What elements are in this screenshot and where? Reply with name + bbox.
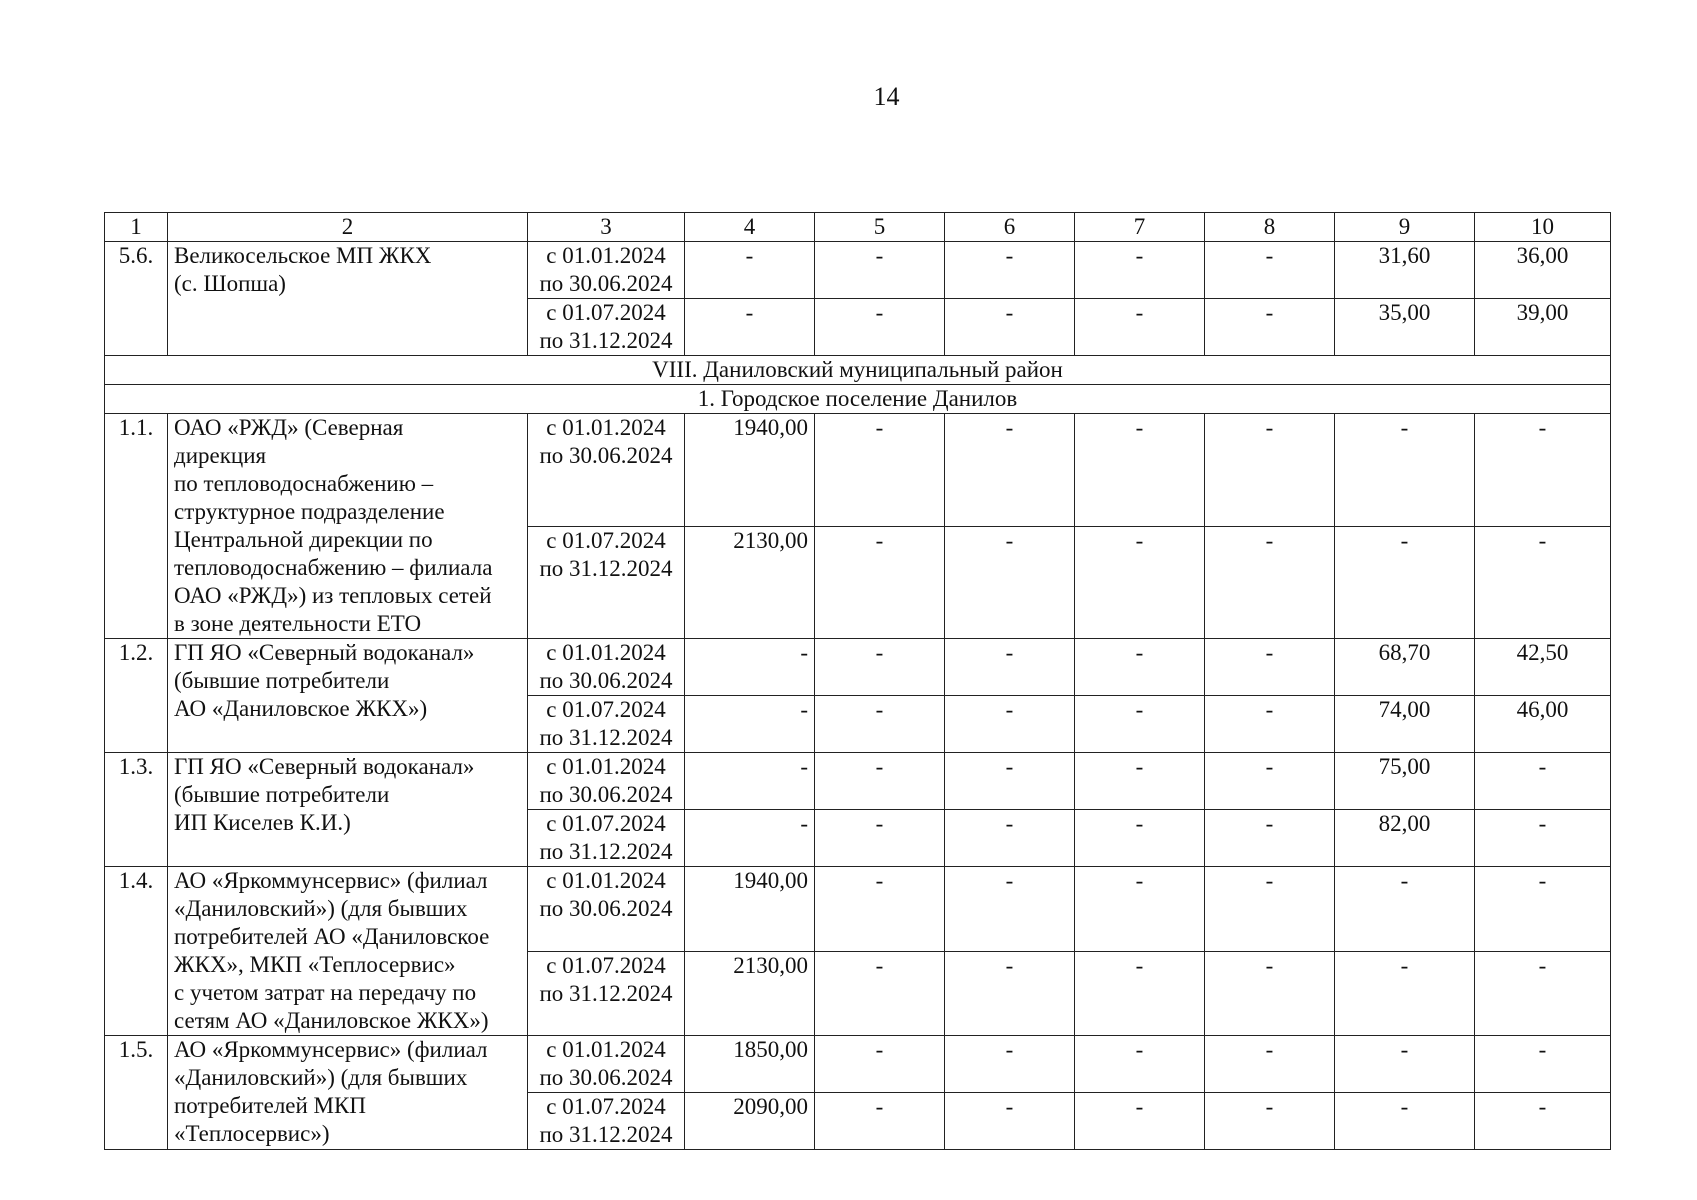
period-cell [528,242,685,299]
value-cell: - [1335,951,1475,1036]
column-number: 4 [685,213,815,242]
text-line: потребителей МКП [174,1093,366,1118]
table-row [105,414,1611,527]
value-cell: 1940,00 [685,414,815,527]
text-line: ЖКХ», МКП «Теплосервис» [174,952,456,977]
value-cell: - [945,696,1075,753]
period-cell [528,951,685,1036]
value-cell: - [1075,414,1205,527]
text-line: ИП Киселев К.И.) [174,810,351,835]
text-line: ОАО «РЖД» (Северная [174,415,404,440]
value-cell: - [1075,951,1205,1036]
value-cell: - [1335,526,1475,639]
value-cell: - [1335,1036,1475,1093]
text-line: по 31.12.2024 [539,1122,673,1147]
subsection-heading: 1. Городское поселение Данилов [105,385,1611,414]
value-cell: - [945,951,1075,1036]
value-cell: - [815,1093,945,1150]
row-number: 1.1. [105,414,168,639]
text-line: АО «Яркоммунсервис» (филиал [174,868,488,893]
value-cell: - [815,867,945,952]
text-line: АО «Даниловское ЖКХ») [174,696,428,721]
value-cell: - [1205,696,1335,753]
value-cell: 1940,00 [685,867,815,952]
value-cell: - [685,810,815,867]
column-number: 6 [945,213,1075,242]
table-body [105,213,1611,1150]
text-line: (бывшие потребители [174,668,390,693]
organization-name [168,414,528,639]
value-cell: - [945,1093,1075,1150]
page-number: 14 [873,82,900,111]
text-line: с 01.01.2024 [546,868,666,893]
period-cell [528,753,685,810]
value-cell: - [1205,867,1335,952]
value-cell: - [945,299,1075,356]
value-cell: - [1205,526,1335,639]
value-cell: - [815,242,945,299]
text-line: с 01.01.2024 [546,754,666,779]
value-cell: 46,00 [1475,696,1611,753]
value-cell: - [1475,414,1611,527]
value-cell: - [1335,414,1475,527]
value-cell: - [1075,526,1205,639]
value-cell: 2130,00 [685,526,815,639]
value-cell: 1850,00 [685,1036,815,1093]
column-number: 3 [528,213,685,242]
text-line: Великосельское МП ЖКХ [174,243,432,268]
text-line: структурное подразделение [174,499,445,524]
value-cell: - [815,1036,945,1093]
column-number-row [105,213,1611,242]
column-number: 1 [105,213,168,242]
value-cell: 42,50 [1475,639,1611,696]
table-row [105,1036,1611,1093]
text-line: с 01.07.2024 [546,697,666,722]
row-number: 1.4. [105,867,168,1036]
value-cell: - [1205,242,1335,299]
column-number: 9 [1335,213,1475,242]
value-cell: - [1475,526,1611,639]
text-line: по тепловодоснабжению – [174,471,434,496]
table-row [105,639,1611,696]
value-cell: - [945,242,1075,299]
value-cell: - [815,810,945,867]
value-cell: - [1205,299,1335,356]
value-cell: - [1335,1093,1475,1150]
text-line: по 31.12.2024 [539,980,673,1006]
text-line: по 30.06.2024 [539,782,673,807]
period-cell [528,639,685,696]
text-line: по 30.06.2024 [539,668,673,693]
organization-name [168,753,528,867]
value-cell: - [815,753,945,810]
value-cell: - [685,696,815,753]
value-cell: - [1205,639,1335,696]
organization-name [168,1036,528,1150]
text-line: «Даниловский») (для бывших [174,1065,468,1090]
text-line: дирекция [174,443,267,468]
subsection-heading-row [105,385,1611,414]
period-cell [528,696,685,753]
value-cell: - [1075,1036,1205,1093]
text-line: ОАО «РЖД») из тепловых сетей [174,583,492,608]
value-cell: - [1075,1093,1205,1150]
value-cell: - [1205,414,1335,527]
column-number: 8 [1205,213,1335,242]
text-line: с учетом затрат на передачу по [174,980,477,1005]
column-number: 7 [1075,213,1205,242]
row-number: 1.5. [105,1036,168,1150]
period-cell [528,867,685,952]
value-cell: - [945,639,1075,696]
value-cell: - [1205,951,1335,1036]
value-cell: - [945,1036,1075,1093]
period-cell [528,1036,685,1093]
text-line: (бывшие потребители [174,782,390,807]
value-cell: - [1475,810,1611,867]
organization-name [168,242,528,356]
section-heading-row [105,356,1611,385]
value-cell: 68,70 [1335,639,1475,696]
text-line: (с. Шопша) [174,271,286,296]
value-cell: - [815,526,945,639]
row-number: 1.2. [105,639,168,753]
value-cell: - [1475,1093,1611,1150]
text-line: по 31.12.2024 [539,328,673,353]
organization-name [168,639,528,753]
value-cell: - [945,414,1075,527]
text-line: с 01.07.2024 [546,1094,666,1119]
text-line: «Даниловский») (для бывших [174,896,468,921]
text-line: по 30.06.2024 [539,271,673,296]
value-cell: - [685,753,815,810]
value-cell: - [945,810,1075,867]
table-row [105,867,1611,952]
value-cell: - [1075,639,1205,696]
value-cell: - [1205,753,1335,810]
text-line: по 30.06.2024 [539,443,673,468]
value-cell: - [1075,867,1205,952]
value-cell: - [685,242,815,299]
value-cell: - [815,951,945,1036]
value-cell: - [815,639,945,696]
text-line: «Теплосервис») [174,1121,330,1146]
text-line: по 31.12.2024 [539,839,673,864]
text-line: с 01.07.2024 [546,811,666,836]
value-cell: - [685,299,815,356]
column-number: 2 [168,213,528,242]
text-line: с 01.07.2024 [546,527,666,553]
row-number: 1.3. [105,753,168,867]
text-line: АО «Яркоммунсервис» (филиал [174,1037,488,1062]
text-line: по 30.06.2024 [539,896,673,921]
period-cell [528,526,685,639]
period-cell [528,1093,685,1150]
value-cell: - [815,299,945,356]
text-line: с 01.07.2024 [546,300,666,325]
value-cell: - [1475,1036,1611,1093]
value-cell: 2090,00 [685,1093,815,1150]
value-cell: - [685,639,815,696]
text-line: Центральной дирекции по [174,527,433,552]
column-number: 10 [1475,213,1611,242]
text-line: потребителей АО «Даниловское [174,924,490,949]
column-number: 5 [815,213,945,242]
text-line: по 30.06.2024 [539,1065,673,1090]
value-cell: 74,00 [1335,696,1475,753]
value-cell: - [1475,951,1611,1036]
value-cell: 36,00 [1475,242,1611,299]
value-cell: - [1475,753,1611,810]
value-cell: - [1205,810,1335,867]
value-cell: 82,00 [1335,810,1475,867]
value-cell: 39,00 [1475,299,1611,356]
value-cell: - [1075,242,1205,299]
value-cell: - [815,696,945,753]
value-cell: - [815,414,945,527]
value-cell: - [1075,810,1205,867]
value-cell: - [1475,867,1611,952]
period-cell [528,299,685,356]
value-cell: - [1075,753,1205,810]
text-line: по 31.12.2024 [539,555,673,581]
section-heading: VIII. Даниловский муниципальный район [105,356,1611,385]
value-cell: - [1205,1036,1335,1093]
value-cell: - [1205,1093,1335,1150]
text-line: в зоне деятельности ЕТО [174,611,422,636]
value-cell: 2130,00 [685,951,815,1036]
text-line: тепловодоснабжению – филиала [174,555,493,580]
value-cell: 31,60 [1335,242,1475,299]
text-line: сетям АО «Даниловское ЖКХ») [174,1008,489,1033]
value-cell: 75,00 [1335,753,1475,810]
row-number: 5.6. [105,242,168,356]
text-line: ГП ЯО «Северный водоканал» [174,640,475,665]
text-line: ГП ЯО «Северный водоканал» [174,754,475,779]
table-row [105,242,1611,299]
text-line: с 01.01.2024 [546,243,666,268]
text-line: с 01.01.2024 [546,415,666,440]
text-line: с 01.07.2024 [546,952,666,978]
organization-name [168,867,528,1036]
value-cell: 35,00 [1335,299,1475,356]
value-cell: - [945,867,1075,952]
text-line: с 01.01.2024 [546,1037,666,1062]
value-cell: - [1075,696,1205,753]
text-line: с 01.01.2024 [546,640,666,665]
value-cell: - [1335,867,1475,952]
value-cell: - [945,753,1075,810]
tariff-table [104,212,1611,1150]
period-cell [528,414,685,527]
period-cell [528,810,685,867]
table-row [105,753,1611,810]
text-line: по 31.12.2024 [539,725,673,750]
value-cell: - [1075,299,1205,356]
value-cell: - [945,526,1075,639]
